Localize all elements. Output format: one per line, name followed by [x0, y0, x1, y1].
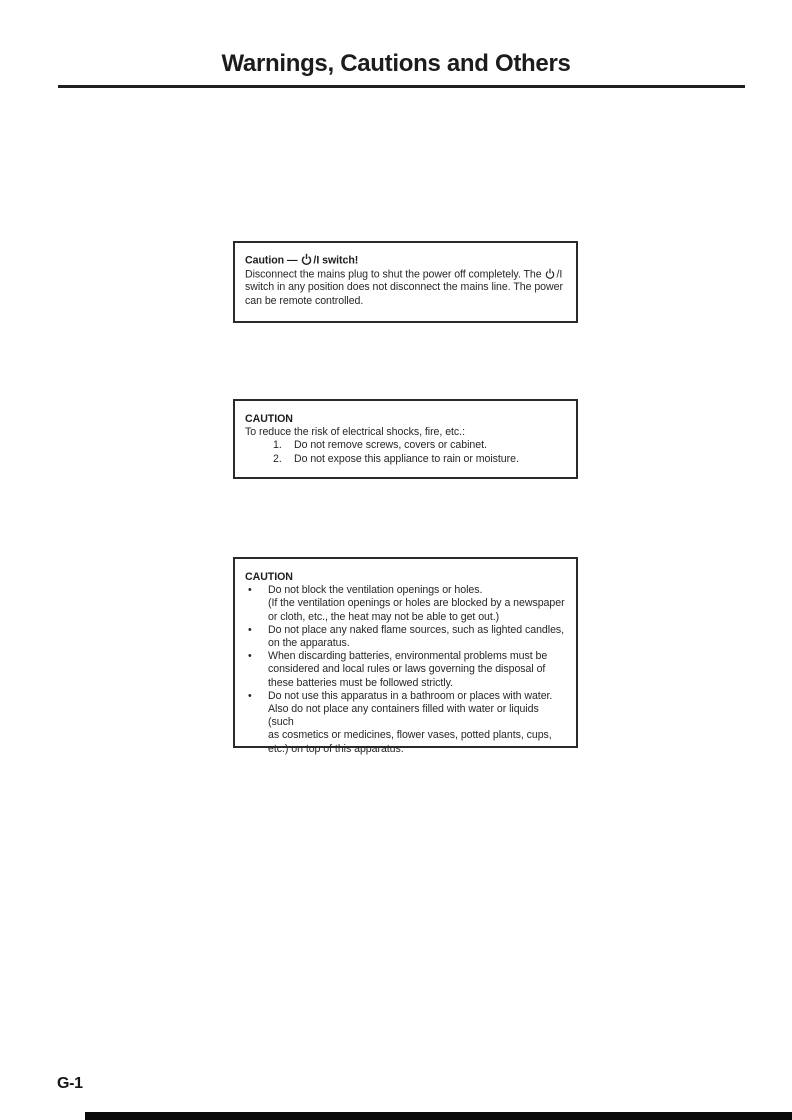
page-number: G-1 [57, 1075, 83, 1092]
caution-switch-heading-pre: Caution — [245, 254, 301, 267]
caution-usage-heading: CAUTION [245, 571, 293, 583]
bullet-marker: • [248, 584, 252, 597]
list-item-text [268, 624, 564, 650]
caution-usage-box [233, 557, 578, 755]
list-item-line: or cloth, etc., the heat may not be able to get out.) [268, 610, 500, 623]
list-item-line: these batteries must be followed strictly. [268, 676, 453, 689]
list-item-line: Do not place any naked flame sources, such as lighted candles, [268, 623, 565, 636]
caution-switch-line-2: switch in any position does not disconnect the mains line. The power [245, 281, 563, 294]
list-item-line: When discarding batteries, environmental problems must be [268, 650, 548, 663]
list-item-text [268, 650, 547, 690]
bottom-bar [85, 1112, 792, 1120]
caution-switch-line-3: can be remote controlled. [245, 294, 364, 307]
list-item [245, 453, 566, 466]
power-standby-icon [545, 268, 555, 279]
list-item-text [268, 584, 565, 624]
bullet-marker: • [248, 623, 252, 636]
list-item-line: as cosmetics or medicines, flower vases, potted plants, cups, [268, 729, 552, 742]
caution-shock-intro: To reduce the risk of electrical shocks, fire, etc.: [245, 426, 465, 439]
caution-switch-line-1-pre: Disconnect the mains plug to shut the power off completely. The [245, 268, 545, 281]
list-item [245, 690, 566, 756]
list-item-line: (If the ventilation openings or holes are blocked by a newspaper [268, 597, 565, 610]
list-item-line: Do not use this apparatus in a bathroom or places with water. [268, 689, 553, 702]
list-item-text: Do not expose this appliance to rain or moisture. [294, 452, 519, 465]
caution-power-switch-box [233, 241, 578, 323]
bullet-marker: • [248, 650, 252, 663]
list-item-line: Also do not place any containers filled with water or liquids (such [268, 703, 539, 729]
list-item-text: Do not remove screws, covers or cabinet. [294, 439, 487, 452]
list-item [245, 650, 566, 690]
caution-switch-heading-post: /I switch! [313, 254, 359, 267]
list-item [245, 584, 566, 624]
title-rule [58, 85, 745, 88]
caution-switch-line-1-post: /I [556, 268, 563, 281]
list-item-line: considered and local rules or laws governing the disposal of [268, 663, 546, 676]
power-standby-icon [301, 253, 312, 265]
caution-switch-line-1 [245, 268, 566, 282]
list-item-number: 1. [273, 439, 282, 452]
caution-switch-heading [245, 253, 566, 268]
list-item-line: on the apparatus. [268, 637, 350, 650]
list-item-number: 2. [273, 452, 282, 465]
list-item-line: Do not block the ventilation openings or holes. [268, 584, 483, 597]
list-item-text [268, 690, 566, 756]
list-item [245, 439, 566, 452]
list-item [245, 624, 566, 650]
list-item-line: etc.) on top of this apparatus. [268, 742, 404, 755]
bullet-marker: • [248, 689, 252, 702]
caution-shock-box [233, 399, 578, 479]
page-title: Warnings, Cautions and Others [221, 50, 571, 77]
caution-shock-heading: CAUTION [245, 413, 293, 425]
